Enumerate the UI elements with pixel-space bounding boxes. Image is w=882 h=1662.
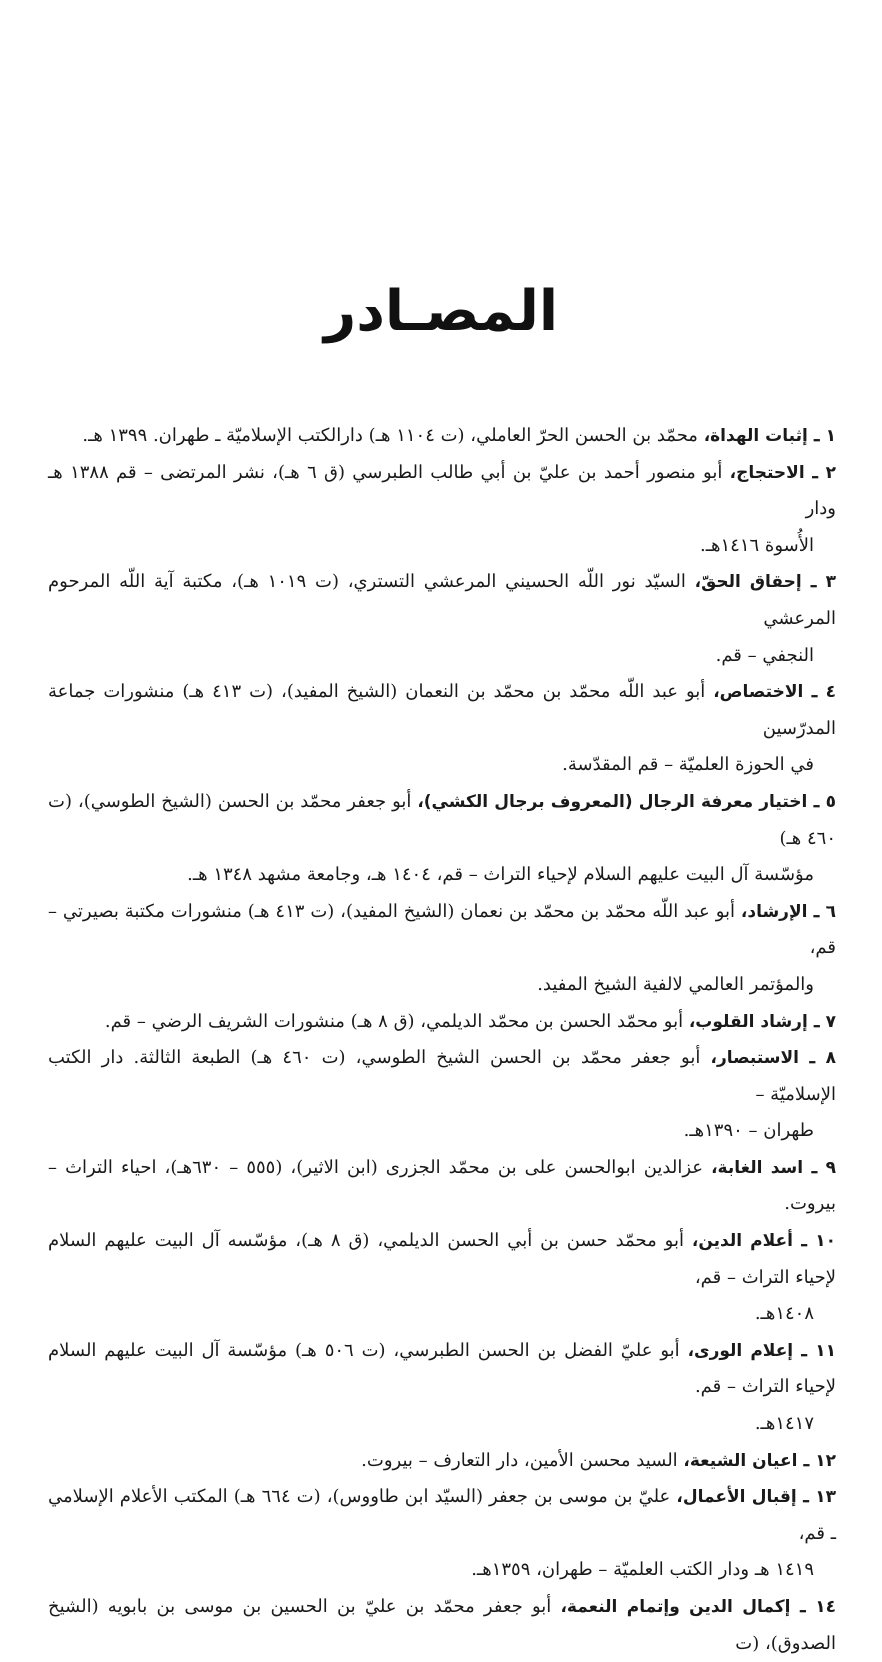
reference-details: أبو عليّ الفضل بن الحسن الطبرسي، (ت ٥٠٦ هـ) مؤسّسة آل البيت عليهم السلام لإحياء التراث – قم. <box>48 1339 836 1398</box>
reference-continuation: ١٤٠٨هـ. <box>754 1303 814 1325</box>
reference-entry: ١٤ ـ إكمال الدين وإتمام النعمة، أبو جعفر محمّد بن عليّ بن الحسين بن موسى بن بابويه (الشيخ الصدوق)، (ت <box>48 1596 836 1654</box>
reference-title: اسد الغابة، <box>711 1157 804 1178</box>
reference-continuation: النجفي – قم. <box>715 644 814 666</box>
reference-title: الإرشاد، <box>740 901 808 922</box>
reference-number: ٢ <box>825 462 836 483</box>
reference-title: إرشاد القلوب، <box>688 1011 808 1032</box>
reference-number: ١٢ <box>815 1450 836 1471</box>
reference-number: ٧ <box>825 1011 836 1032</box>
reference-details: السيّد نور اللّه الحسيني المرعشي التستري، (ت ١٠١٩ هـ)، مكتبة آية اللّه المرحوم المرعشي <box>48 571 836 629</box>
reference-title: إكمال الدين وإتمام النعمة، <box>560 1597 791 1617</box>
reference-entry: ٣ ـ إحقاق الحقّ، السيّد نور اللّه الحسيني المرعشي التستري، (ت ١٠١٩ هـ)، مكتبة آية اللّه المرحوم المرعشي النجفي – قم. <box>48 564 836 674</box>
reference-entry: ٤ ـ الاختصاص، أبو عبد اللّه محمّد بن محمّد بن النعمان (الشيخ المفيد)، (ت ٤١٣ هـ) منشورات جماعة المدرّسين في الحوزة العلميّة – قم المقدّسة. <box>48 674 836 784</box>
references-list <box>48 418 836 1662</box>
reference-title: الاستبصار، <box>710 1048 799 1069</box>
reference-number: ٤ <box>825 682 837 703</box>
reference-entry: ١١ ـ إعلام الورى، أبو عليّ الفضل بن الحسن الطبرسي، (ت ٥٠٦ هـ) مؤسّسة آل البيت عليهم السلام لإحياء التراث – قم. ١٤١٧هـ. <box>48 1333 836 1443</box>
reference-entry: ١ ـ إثبات الهداة، محمّد بن الحسن الحرّ العاملي، (ت ١١٠٤ هـ) دارالكتب الإسلاميّة ـ طهران. ١٣٩٩ هـ. <box>82 425 836 446</box>
reference-details: أبو محمّد الحسن بن محمّد الديلمي، (ق ٨ هـ) منشورات الشريف الرضي – قم. <box>104 1010 689 1032</box>
reference-details: السيد محسن الأمين، دار التعارف – بيروت. <box>361 1449 684 1471</box>
reference-entry: ١٢ ـ اعيان الشيعة، السيد محسن الأمين، دار التعارف – بيروت. <box>361 1449 836 1471</box>
reference-continuation: مؤسّسة آل البيت عليهم السلام لإحياء التراث – قم، ١٤٠٤ هـ، وجامعة مشهد ١٣٤٨ هـ. <box>187 864 814 886</box>
reference-number: ٣ <box>825 572 836 593</box>
reference-number: ٥ <box>825 791 836 812</box>
reference-entry: ١٠ ـ أعلام الدين، أبو محمّد حسن بن أبي الحسن الديلمي، (ق ٨ هـ)، مؤسّسه آل البيت عليهم السلام لإحياء التراث – قم، ١٤٠٨هـ. <box>48 1223 836 1333</box>
reference-title: أعلام الدين، <box>691 1231 793 1252</box>
reference-continuation: في الحوزة العلميّة – قم المقدّسة. <box>562 754 814 776</box>
reference-title: الاختصاص، <box>713 682 804 703</box>
reference-entry: ١٣ ـ إقبال الأعمال، عليّ بن موسى بن جعفر (السيّد ابن طاووس)، (ت ٦٦٤ هـ) المكتب الأعلام الإسلامي ـ قم، ١٤١٩ هـ ودار الكتب العلميّة – طهران، ١٣٥٩هـ. <box>48 1479 836 1589</box>
reference-number: ١٤ <box>815 1597 836 1617</box>
reference-entry: ٩ ـ اسد الغابة، عزالدين ابوالحسن على بن محمّد الجزرى (ابن الاثير)، (٥٥٥ – ٦٣٠هـ)، احياء التراث – بيروت. <box>48 1156 836 1215</box>
reference-details: عليّ بن موسى بن جعفر (السيّد ابن طاووس)، (ت ٦٦٤ هـ) المكتب الأعلام الإسلامي ـ قم، <box>48 1486 836 1544</box>
reference-continuation: ١٤١٩ هـ ودار الكتب العلميّة – طهران، ١٣٥٩هـ. <box>471 1559 814 1581</box>
reference-number: ١١ <box>815 1340 837 1361</box>
reference-details: أبو عبد اللّه محمّد بن محمّد بن النعمان (الشيخ المفيد)، (ت ٤١٣ هـ) منشورات جماعة المدرّسين <box>48 681 836 739</box>
reference-details: عزالدين ابوالحسن على بن محمّد الجزرى (ابن الاثير)، (٥٥٥ – ٦٣٠هـ)، احياء التراث – بيروت. <box>48 1156 836 1215</box>
reference-title: إثبات الهداة، <box>703 426 808 446</box>
reference-title: إقبال الأعمال، <box>676 1487 797 1508</box>
reference-details: أبو جعفر محمّد بن الحسن (الشيخ الطوسي)، (ت ٤٦٠ هـ) <box>48 790 836 849</box>
reference-number: ٨ <box>825 1048 837 1069</box>
reference-details: محمّد بن الحسن الحرّ العاملي، (ت ١١٠٤ هـ) دارالكتب الإسلاميّة ـ طهران. ١٣٩٩ هـ. <box>82 425 704 446</box>
reference-title: اختيار معرفة الرجال (المعروف برجال الكشي)، <box>417 791 808 812</box>
reference-number: ٦ <box>825 901 836 922</box>
reference-entry: ٢ ـ الاحتجاج، أبو منصور أحمد بن عليّ بن أبي طالب الطبرسي (ق ٦ هـ)، نشر المرتضى – قم ١٣٨٨ هـ ودار الأُسوة ١٤١٦هـ. <box>48 455 836 565</box>
reference-details: أبو محمّد حسن بن أبي الحسن الديلمي، (ق ٨ هـ)، مؤسّسه آل البيت عليهم السلام لإحياء التراث – قم، <box>48 1230 836 1288</box>
reference-number: ١٠ <box>815 1231 836 1252</box>
reference-number: ١ <box>825 426 836 446</box>
reference-entry: ٨ ـ الاستبصار، أبو جعفر محمّد بن الحسن الشيخ الطوسي، (ت ٤٦٠ هـ) الطبعة الثالثة. دار الكتب الإسلاميّة – طهران – ١٣٩٠هـ. <box>48 1040 836 1150</box>
reference-entry: ٥ ـ اختيار معرفة الرجال (المعروف برجال الكشي)، أبو جعفر محمّد بن الحسن (الشيخ الطوسي)، (ت ٤٦٠ هـ) مؤسّسة آل البيت عليهم السلام لإحياء التراث – قم، ١٤٠٤ هـ، وجامعة مشهد ١٣٤٨ هـ. <box>48 784 836 894</box>
reference-title: إحقاق الحقّ، <box>694 572 802 593</box>
reference-details: أبو عبد اللّه محمّد بن محمّد بن نعمان (الشيخ المفيد)، (ت ٤١٣ هـ) منشورات مكتبة بصيرتي – قم، <box>48 900 836 959</box>
reference-continuation: والمؤتمر العالمي لالفية الشيخ المفيد. <box>537 973 814 995</box>
reference-entry: ٦ ـ الإرشاد، أبو عبد اللّه محمّد بن محمّد بن نعمان (الشيخ المفيد)، (ت ٤١٣ هـ) منشورات مكتبة بصيرتي – قم، والمؤتمر العالمي لالفية الشيخ المفيد. <box>48 894 836 1004</box>
reference-title: إعلام الورى، <box>687 1340 794 1361</box>
reference-continuation: ١٤١٧هـ. <box>754 1413 814 1435</box>
reference-details: أبو جعفر محمّد بن عليّ بن الحسين بن موسى بن بابويه (الشيخ الصدوق)، (ت <box>48 1596 836 1654</box>
page-title: المصـادر <box>323 279 559 344</box>
reference-title: الاحتجاج، <box>729 462 805 483</box>
reference-details: أبو جعفر محمّد بن الحسن الشيخ الطوسي، (ت ٤٦٠ هـ) الطبعة الثالثة. دار الكتب الإسلاميّة – <box>48 1047 836 1105</box>
reference-entry: ٧ ـ إرشاد القلوب، أبو محمّد الحسن بن محمّد الديلمي، (ق ٨ هـ) منشورات الشريف الرضي – قم. <box>104 1010 836 1032</box>
reference-title: اعيان الشيعة، <box>683 1450 798 1471</box>
reference-continuation: الأُسوة ١٤١٦هـ. <box>700 534 814 556</box>
reference-continuation: طهران – ١٣٩٠هـ. <box>683 1120 814 1142</box>
reference-details: أبو منصور أحمد بن عليّ بن أبي طالب الطبرسي (ق ٦ هـ)، نشر المرتضى – قم ١٣٨٨ هـ ودار <box>48 461 836 520</box>
reference-number: ٩ <box>825 1157 836 1178</box>
reference-number: ١٣ <box>815 1487 837 1508</box>
